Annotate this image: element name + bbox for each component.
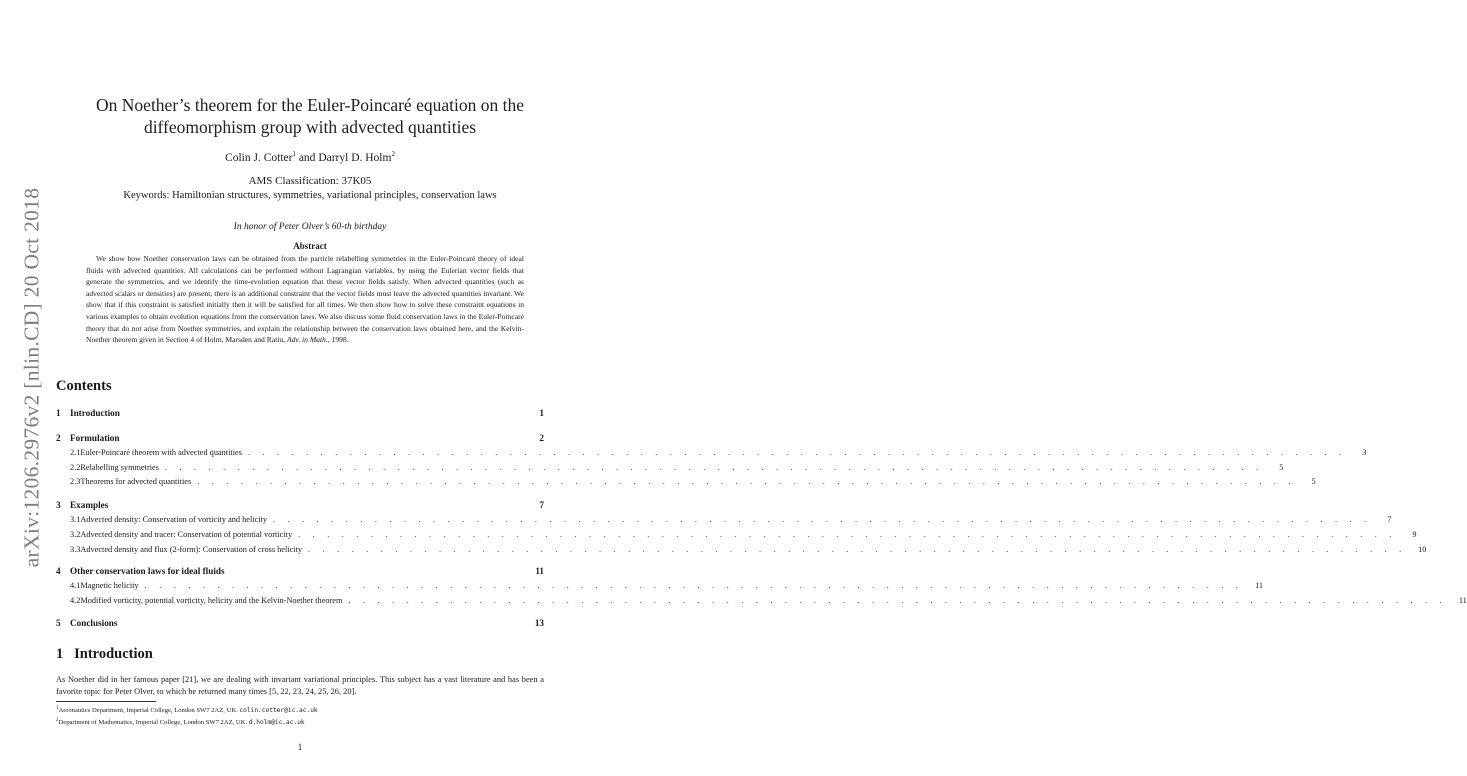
toc-page: 2 xyxy=(539,433,544,443)
author-2: Darryl D. Holm xyxy=(318,151,392,164)
arxiv-stamp xyxy=(12,187,52,568)
toc-entry-magnetic-helicity[interactable] xyxy=(56,581,1264,590)
introduction-title: Introduction xyxy=(74,646,153,662)
toc-page: 11 xyxy=(535,566,544,576)
toc-page: 5 xyxy=(1311,477,1316,486)
toc-number: 3.1 xyxy=(70,515,81,524)
toc-label: Introduction xyxy=(70,408,120,418)
toc-number: 3.3 xyxy=(70,545,81,554)
footnote-1-mark: 1 xyxy=(56,706,59,711)
toc-leader-dots: . . . . . . . . . . . . . . . . . . . . . . . . . . . . . . . . . . . . . . . . . . . . . . . . . . . . . . . . . . . . . . . . . . . . . . . . . . . . xyxy=(273,515,1372,524)
toc-entry-other-laws[interactable] xyxy=(56,566,544,576)
page-number: 1 xyxy=(297,742,303,752)
toc-label: Relabelling symmetries xyxy=(80,463,159,472)
toc-entry-examples[interactable] xyxy=(56,500,544,510)
toc-number: 3.2 xyxy=(70,530,81,539)
toc-page: 1 xyxy=(539,408,544,418)
ams-classification: AMS Classification: 37K05 xyxy=(248,175,372,187)
toc-leader-dots: . . . . . . . . . . . . . . . . . . . . . . . . . . . . . . . . . . . . . . . . . . . . . . . . . . . . . . . . . . . . . . . . . . . . . . . . . . . . xyxy=(298,530,1397,539)
toc-entry-conclusions[interactable] xyxy=(56,618,544,628)
toc-label: Advected density and tracer: Conservation of potential vorticity xyxy=(80,530,293,539)
toc-number: 1 xyxy=(56,408,61,418)
toc-page: 7 xyxy=(1387,515,1392,524)
toc-page: 13 xyxy=(534,618,544,628)
toc-page: 11 xyxy=(1255,581,1264,590)
toc-label: Theorems for advected quantities xyxy=(80,477,192,486)
toc-page: 11 xyxy=(1458,596,1467,605)
footnote-2 xyxy=(56,716,544,728)
footnote-1-email[interactable]: colin.cotter@ic.ac.uk xyxy=(239,707,318,715)
toc-label: Conclusions xyxy=(70,618,118,628)
title-line-2: diffeomorphism group with advected quantities xyxy=(143,117,477,137)
abstract-heading: Abstract xyxy=(293,241,327,251)
dedication: In honor of Peter Olver’s 60-th birthday xyxy=(233,222,387,232)
toc-leader-dots: . . . . . . . . . . . . . . . . . . . . . . . . . . . . . . . . . . . . . . . . . . . . . . . . . . . . . . . . . . . . . . . . . . . . . . . . . . . . xyxy=(308,545,1407,554)
toc-entry-kelvin-noether[interactable] xyxy=(56,596,1467,605)
toc-page: 10 xyxy=(1418,545,1427,554)
toc-leader-dots: . . . . . . . . . . . . . . . . . . . . . . . . . . . . . . . . . . . . . . . . . . . . . . . . . . . . . . . . . . . . . . . . . . . . . . . . . . . . xyxy=(348,596,1447,605)
toc-entry-cross-helicity[interactable] xyxy=(56,545,1427,554)
toc-number: 4.1 xyxy=(70,581,81,590)
footnote-rule xyxy=(56,701,156,702)
toc-entry-formulation[interactable] xyxy=(56,433,544,443)
toc-leader-dots: . . . . . . . . . . . . . . . . . . . . . . . . . . . . . . . . . . . . . . . . . . . . . . . . . . . . . . . . . . . . . . . . . . . . . . . . . . . . xyxy=(247,448,1347,457)
footnote-2-text: Department of Mathematics, Imperial College, London SW7 2AZ, UK. xyxy=(58,718,249,726)
title-line-1: On Noether’s theorem for the Euler-Poincaré equation on the xyxy=(96,95,524,115)
toc-entry-potential-vorticity[interactable] xyxy=(56,530,1417,539)
footnotes xyxy=(56,704,544,727)
toc-number: 4 xyxy=(56,566,61,576)
footnote-2-mark: 2 xyxy=(56,717,59,723)
footnote-1-text: Aeronautics Department, Imperial College, London SW7 2AZ, UK. xyxy=(58,707,240,715)
author-1: Colin J. Cotter xyxy=(225,151,293,164)
toc-entry-introduction[interactable] xyxy=(56,408,544,418)
introduction-number: 1 xyxy=(56,646,64,662)
abstract-journal: Adv. in Math. xyxy=(286,335,328,345)
author-2-mark: 2 xyxy=(391,150,395,158)
toc-number: 2.2 xyxy=(70,463,81,472)
toc-label: Advected density: Conservation of vorticity and helicity xyxy=(80,515,268,524)
contents-heading: Contents xyxy=(56,378,112,394)
toc-label: Formulation xyxy=(70,433,120,443)
toc-leader-dots: . . . . . . . . . . . . . . . . . . . . . . . . . . . . . . . . . . . . . . . . . . . . . . . . . . . . . . . . . . . . . . . . . . . . . . . . . . . . xyxy=(144,581,1244,590)
toc-page: 7 xyxy=(539,500,544,510)
toc-leader-dots: . . . . . . . . . . . . . . . . . . . . . . . . . . . . . . . . . . . . . . . . . . . . . . . . . . . . . . . . . . . . . . . . . . . . . . . . . . . . xyxy=(197,477,1296,486)
keywords: Keywords: Hamiltonian structures, symmetries, variational principles, conservation laws xyxy=(123,190,497,201)
toc-entry-theorems[interactable] xyxy=(56,477,1316,486)
toc-label: Advected density and flux (2-form): Conservation of cross helicity xyxy=(80,545,303,554)
toc-leader-dots: . . . . . . . . . . . . . . . . . . . . . . . . . . . . . . . . . . . . . . . . . . . . . . . . . . . . . . . . . . . . . . . . . . . . . . . . . . . . xyxy=(164,463,1264,472)
introduction-paragraph: As Noether did in her famous paper [21], we are dealing with invariant variational principles. This subject has a vast literature and has been a favorite topic for Peter Olver, to which he returned many times [5, 22, 23, 24, 25, 26, 20]. xyxy=(56,675,544,697)
toc-number: 3 xyxy=(56,500,61,510)
toc-page: 3 xyxy=(1362,448,1367,457)
arxiv-stamp-text: arXiv:1206.2976v2 [nlin.CD] 20 Oct 2018 xyxy=(19,187,44,568)
abstract-text: We show how Noether conservation laws can be obtained from the particle relabelling symmetries in the Euler-Poincaré theory of ideal fluids with advected quantities. All calculations can be performed without Lagrangian variables, by using the Eulerian vector fields that generate the symmetries, and we identify the time-evolution equation that these vector fields satisfy. When advected quantities (such as advected scalars or densities) are present, there is an additional constraint that the vector fields must leave the advected quantities invariant. We show that if this constraint is satisfied initially then it will be satisfied for all times. We then show how to solve these constraint equations in various examples to obtain evolution equations from the conservation laws. We also discuss some fluid conservation laws in the Euler-Poincaré theory that do not arise from Noether symmetries, and explain the relationship between the conservation laws obtained here, and the Kelvin-Noether theorem given in Section 4 of Holm, Marsden and Ratiu, xyxy=(86,254,524,345)
toc-page: 5 xyxy=(1279,463,1284,472)
author-and: and xyxy=(295,151,319,164)
toc-number: 4.2 xyxy=(70,596,81,605)
toc-entry-euler-poincare[interactable] xyxy=(56,448,1367,457)
introduction-heading xyxy=(56,646,153,663)
footnote-1 xyxy=(56,704,544,716)
toc-number: 5 xyxy=(56,618,61,628)
toc-label: Examples xyxy=(70,500,109,510)
toc-number: 2.1 xyxy=(70,448,81,457)
footnote-2-email[interactable]: d.holm@ic.ac.uk xyxy=(248,718,305,726)
toc-entry-vorticity-helicity[interactable] xyxy=(56,515,1392,524)
author-1-mark: 1 xyxy=(292,150,296,158)
toc-page: 9 xyxy=(1412,530,1417,539)
abstract-tail: , 1998. xyxy=(327,335,349,345)
toc-number: 2.3 xyxy=(70,477,81,486)
toc-number: 2 xyxy=(56,433,61,443)
toc-label: Magnetic helicity xyxy=(80,581,139,590)
toc-entry-relabelling[interactable] xyxy=(56,463,1284,472)
toc-label: Other conservation laws for ideal fluids xyxy=(70,566,225,576)
toc-label: Modified vorticity, potential vorticity, helicity and the Kelvin-Noether theorem xyxy=(80,596,343,605)
toc-label: Euler-Poincaré theorem with advected quantities xyxy=(80,448,242,457)
